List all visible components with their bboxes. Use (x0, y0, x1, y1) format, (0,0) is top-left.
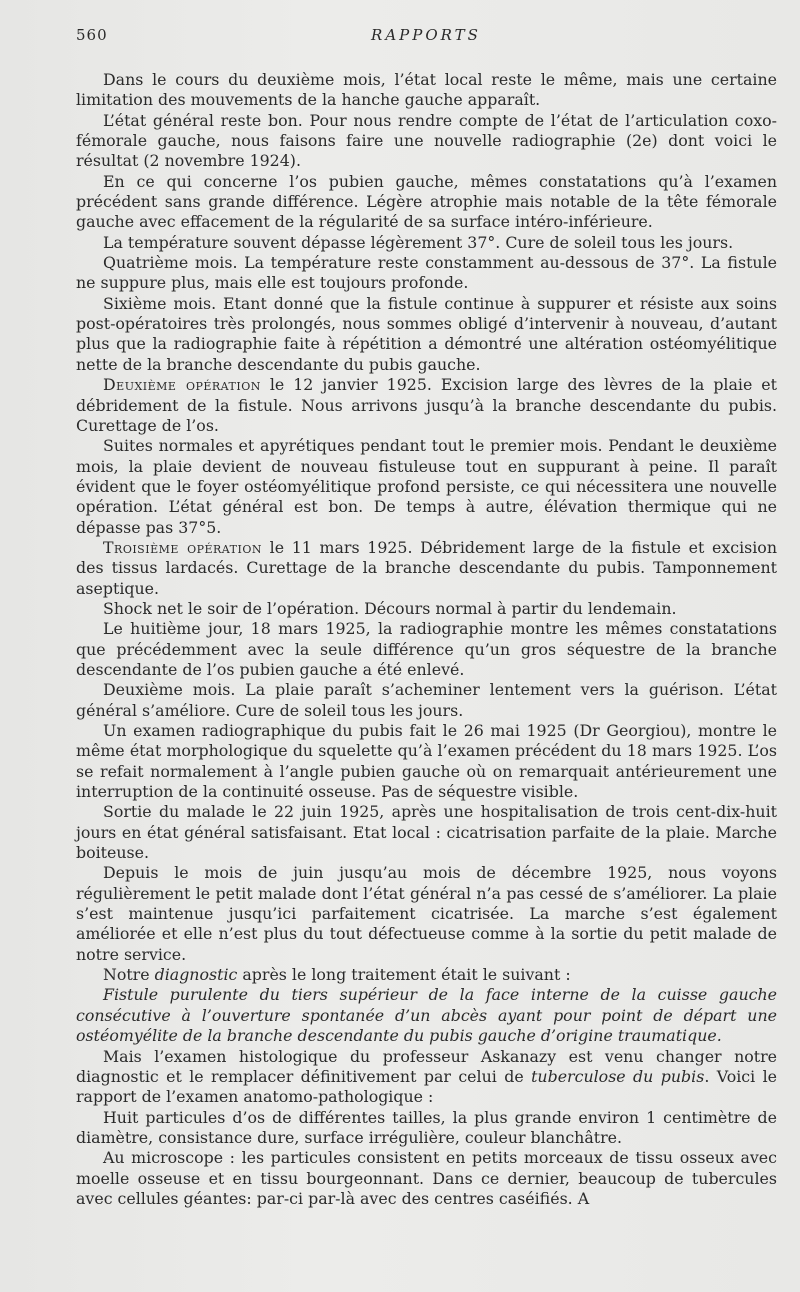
page-number: 560 (76, 26, 108, 44)
paragraph (76, 233, 777, 253)
paragraph-text: après le long traitement était le suivant : (237, 965, 571, 985)
paragraph-text: Sortie du malade le 22 juin 1925, après une hospitalisation de trois cent-dix-huit jours en état général satisfaisant. Etat local : cicatrisation parfaite de la plaie. Marche boiteuse. (76, 802, 777, 863)
section-lead: Deuxième opération (103, 375, 261, 395)
paragraph (76, 70, 777, 111)
paragraph-text: le 11 mars 1925. Débridement large de la fistule et excision des tissus lardacés. Curettage de la branche descendante du pubis. Tamponnement aseptique. (76, 537, 777, 598)
paragraph-text: La température souvent dépasse légèrement 37°. Cure de soleil tous les jours. (103, 232, 734, 252)
paragraph (76, 538, 777, 599)
paragraph-text: Quatrième mois. La température reste constamment au-dessous de 37°. La fistule ne suppure plus, mais elle est toujours profonde. (76, 253, 777, 293)
paragraph (76, 802, 777, 863)
paragraph (76, 253, 777, 294)
paragraph-text: Notre (103, 965, 155, 985)
paragraph (76, 721, 777, 802)
paragraph-text: Un examen radiographique du pubis fait le 26 mai 1925 (Dr Georgiou), montre le même état morphologique du squelette qu’à l’examen précédent du 18 mars 1925. L’os se refait normalement à l’angle pubien gauche où on remarquait antérieurement une interruption de la continuité osseuse. Pas de séquestre visible. (76, 721, 777, 802)
paragraph-text: le 12 janvier 1925. Excision large des lèvres de la plaie et débridement de la fistule. Nous arrivons jusqu’à la branche descendante du pubis. Curettage de l’os. (76, 375, 777, 435)
paragraph (76, 599, 777, 619)
italic-term: tuberculose du pubis (531, 1066, 705, 1086)
paragraph-text: Mais l’examen histologique du professeur Askanazy est venu changer notre diagnostic et le remplacer définitivement par celui de (76, 1046, 777, 1086)
running-title: RAPPORTS (371, 26, 481, 44)
paragraph-text: Suites normales et apyrétiques pendant tout le premier mois. Pendant le deuxième mois, la plaie devient de nouveau fistuleuse tout en suppurant à peine. Il paraît évident que le foyer ostéomyélitique profond persiste, ce qui nécessitera une nouvelle opération. L’état général est bon. De temps à autre, élévation thermique qui ne dépasse pas 37°5. (76, 436, 777, 537)
paragraph-text: L’état général reste bon. Pour nous rendre compte de l’état de l’articulation coxo-fémorale gauche, nous faisons faire une nouvelle radiographie (2e) dont voici le résultat (2 novembre 1924). (76, 110, 777, 171)
paragraph-text: . Voici le rapport de l’examen anatomo-pathologique : (76, 1066, 777, 1107)
paragraph (76, 619, 777, 680)
italic-term: diagnostic (154, 965, 238, 985)
paragraph (76, 680, 777, 721)
paragraph-text: Huit particules d’os de différentes tailles, la plus grande environ 1 centimètre de diamètre, consistance dure, surface irrégulière, couleur blanchâtre. (76, 1107, 777, 1147)
paragraph-text: Shock net le soir de l’opération. Décours normal à partir du lendemain. (103, 598, 677, 618)
paragraph (76, 375, 777, 436)
diagnosis-paragraph (76, 985, 777, 1046)
paragraph-text: Deuxième mois. La plaie paraît s’acheminer lentement vers la guérison. L’état général s’améliore. Cure de soleil tous les jours. (76, 680, 777, 720)
paragraph (76, 172, 777, 233)
paragraph (76, 1148, 777, 1209)
paragraph (76, 1047, 777, 1108)
body-text (76, 70, 777, 1209)
paragraph (76, 111, 777, 172)
paragraph-text: Dans le cours du deuxième mois, l’état local reste le même, mais une certaine limitation des mouvements de la hanche gauche apparaît. (76, 70, 777, 110)
diagnosis-text: Fistule purulente du tiers supérieur de la face interne de la cuisse gauche consécutive à l’ouverture spontanée d’un abcès ayant pour point de départ une ostéomyélite de la branche descendante du pubis gauche d’origine traumatique. (76, 985, 777, 1046)
page-header (76, 26, 776, 50)
paragraph-text: Le huitième jour, 18 mars 1925, la radiographie montre les mêmes constatations que précédemment avec la seule différence qu’un gros séquestre de la branche descendante de l’os pubien gauche a été enlevé. (76, 619, 777, 679)
paragraph-text: Au microscope : les particules consistent en petits morceaux de tissu osseux avec moelle osseuse et en tissu bourgeonnant. Dans ce dernier, beaucoup de tubercules avec cellules géantes: par-ci par-là avec des centres caséifiés. A (76, 1148, 777, 1208)
paragraph-text: En ce qui concerne l’os pubien gauche, mêmes constatations qu’à l’examen précédent sans grande différence. Légère atrophie mais notable de la tête fémorale gauche avec effacement de la régularité de sa surface intéro-inférieure. (76, 171, 777, 232)
paragraph-text: Depuis le mois de juin jusqu’au mois de décembre 1925, nous voyons régulièrement le petit malade dont l’état général n’a pas cessé de s’améliorer. La plaie s’est maintenue jusqu’ici parfaitement cicatrisée. La marche s’est également améliorée et elle n’est plus du tout défectueuse comme à la sortie du petit malade de notre service. (76, 863, 777, 964)
section-lead: Troisième opération (103, 537, 262, 557)
paragraph (76, 1108, 777, 1149)
paragraph (76, 965, 777, 985)
paragraph-text: Sixième mois. Etant donné que la fistule continue à suppurer et résiste aux soins post-opératoires très prolongés, nous sommes obligé d’intervenir à nouveau, d’autant plus que la radiographie faite à répétition a démontré une altération ostéomyélitique nette de la branche descendante du pubis gauche. (76, 293, 777, 374)
paragraph (76, 436, 777, 538)
paragraph (76, 294, 777, 375)
paragraph (76, 863, 777, 965)
